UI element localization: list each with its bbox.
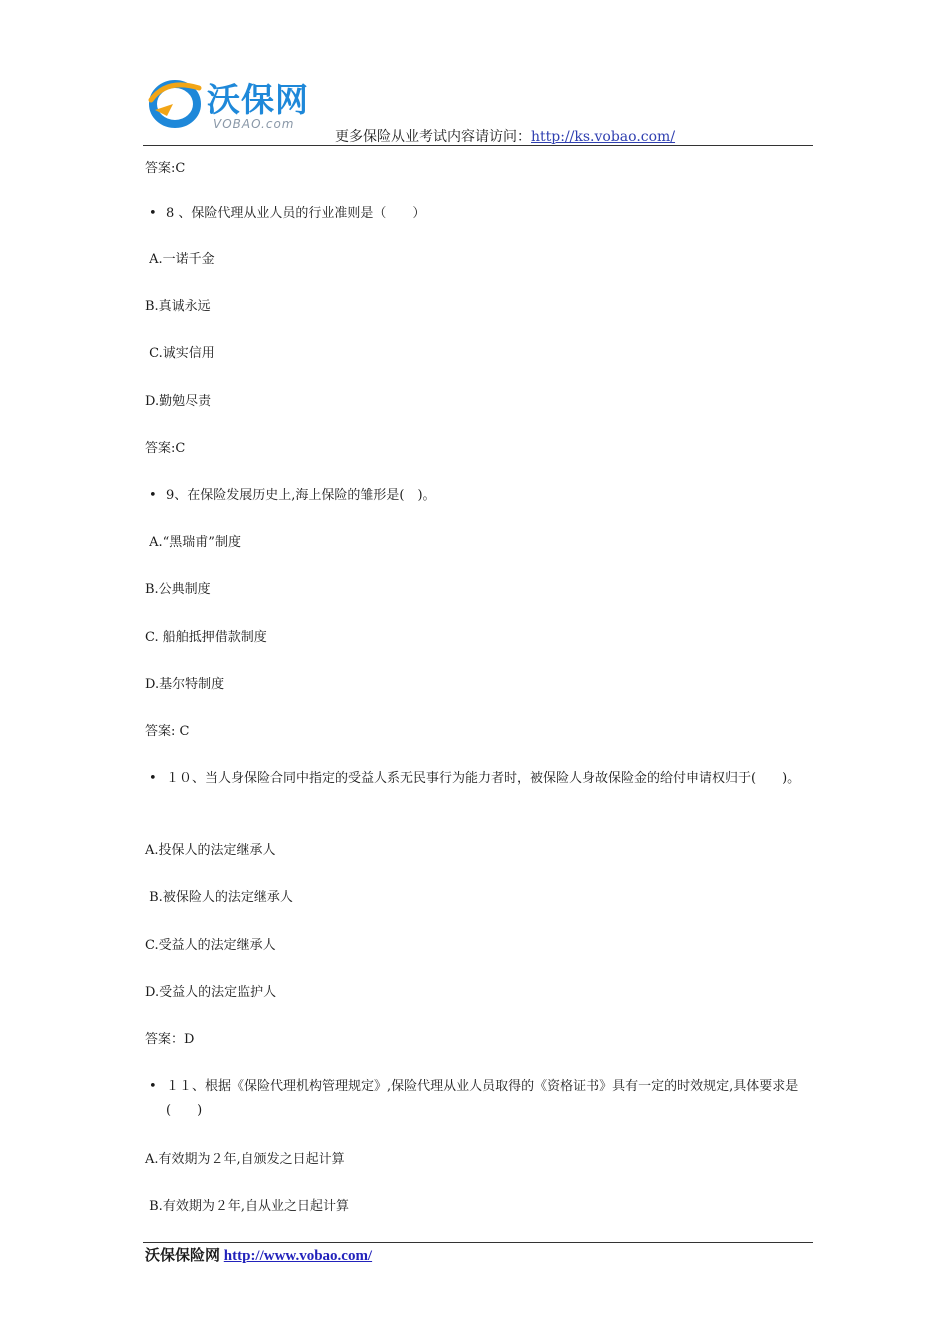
footer-site-name: 沃保保险网 [145,1248,221,1264]
text-line [145,981,810,1005]
line-text: 答案: C [145,724,190,739]
line-text: 答案:C [145,441,186,456]
text-line [145,886,810,910]
line-text: B.有效期为２年,自从业之日起计算 [145,1199,349,1214]
vobao-logo[interactable] [145,70,345,136]
line-text: B.公典制度 [145,582,211,597]
footer-divider [143,1242,813,1243]
text-line [145,720,810,744]
header-note [335,126,675,146]
text-line [145,839,810,863]
text-line [145,626,810,650]
line-text: A.“黑瑞甫”制度 [145,535,241,550]
question-item [145,202,810,226]
line-text: A.一诺千金 [145,252,215,267]
line-text: 答案：D [145,1032,195,1047]
line-text: B.真诚永远 [145,299,211,314]
bullet-icon: • [149,1079,157,1094]
text-line [145,578,810,602]
page-footer [145,1244,372,1265]
header-note-text: 更多保险从业考试内容请访问： [335,129,531,145]
line-text: C. 船舶抵押借款制度 [145,630,267,645]
question-text: １０、当人身保险合同中指定的受益人系无民事行为能力者时，被保险人身故保险金的给付申请权归于( )。 [166,771,801,786]
text-line [145,1028,810,1052]
text-line [145,248,810,272]
bullet-icon: • [149,206,157,221]
line-text: C.受益人的法定继承人 [145,938,276,953]
text-line [145,673,810,697]
bullet-icon: • [149,488,157,503]
text-line [145,531,810,555]
text-line [145,390,810,414]
question-item [145,767,810,791]
line-text: A.投保人的法定继承人 [145,843,276,858]
header-exam-link[interactable]: http://ks.vobao.com/ [531,129,676,145]
question-item [145,1075,810,1123]
logo-text: 沃保网 [207,80,309,119]
text-line [145,437,810,461]
bullet-icon: • [149,771,157,786]
text-line [145,1195,810,1219]
question-text: １１、根据《保险代理机构管理规定》,保险代理从业人员取得的《资格证书》具有一定的时效规定,具体要求是( ) [166,1079,799,1118]
line-text: B.被保险人的法定继承人 [145,890,293,905]
text-line [145,342,810,366]
question-text: 9、在保险发展历史上,海上保险的雏形是( )。 [166,488,436,503]
line-text: C.诚实信用 [145,346,215,361]
text-line [145,157,810,181]
page-header [0,0,950,150]
line-text: D.勤勉尽责 [145,394,212,409]
line-text: A.有效期为２年,自颁发之日起计算 [145,1152,345,1167]
text-line [145,934,810,958]
text-line [145,295,810,319]
question-text: 8 、保险代理从业人员的行业准则是（ ） [166,206,426,221]
line-text: 答案:C [145,161,186,176]
line-text: D.基尔特制度 [145,677,225,692]
vobao-logo-icon [145,70,211,136]
footer-site-link[interactable]: http://www.vobao.com/ [223,1248,373,1264]
text-line [145,1148,810,1172]
question-item [145,484,810,508]
logo-subtext: VOBAO.com [213,117,295,131]
line-text: D.受益人的法定监护人 [145,985,277,1000]
header-divider [143,145,813,146]
